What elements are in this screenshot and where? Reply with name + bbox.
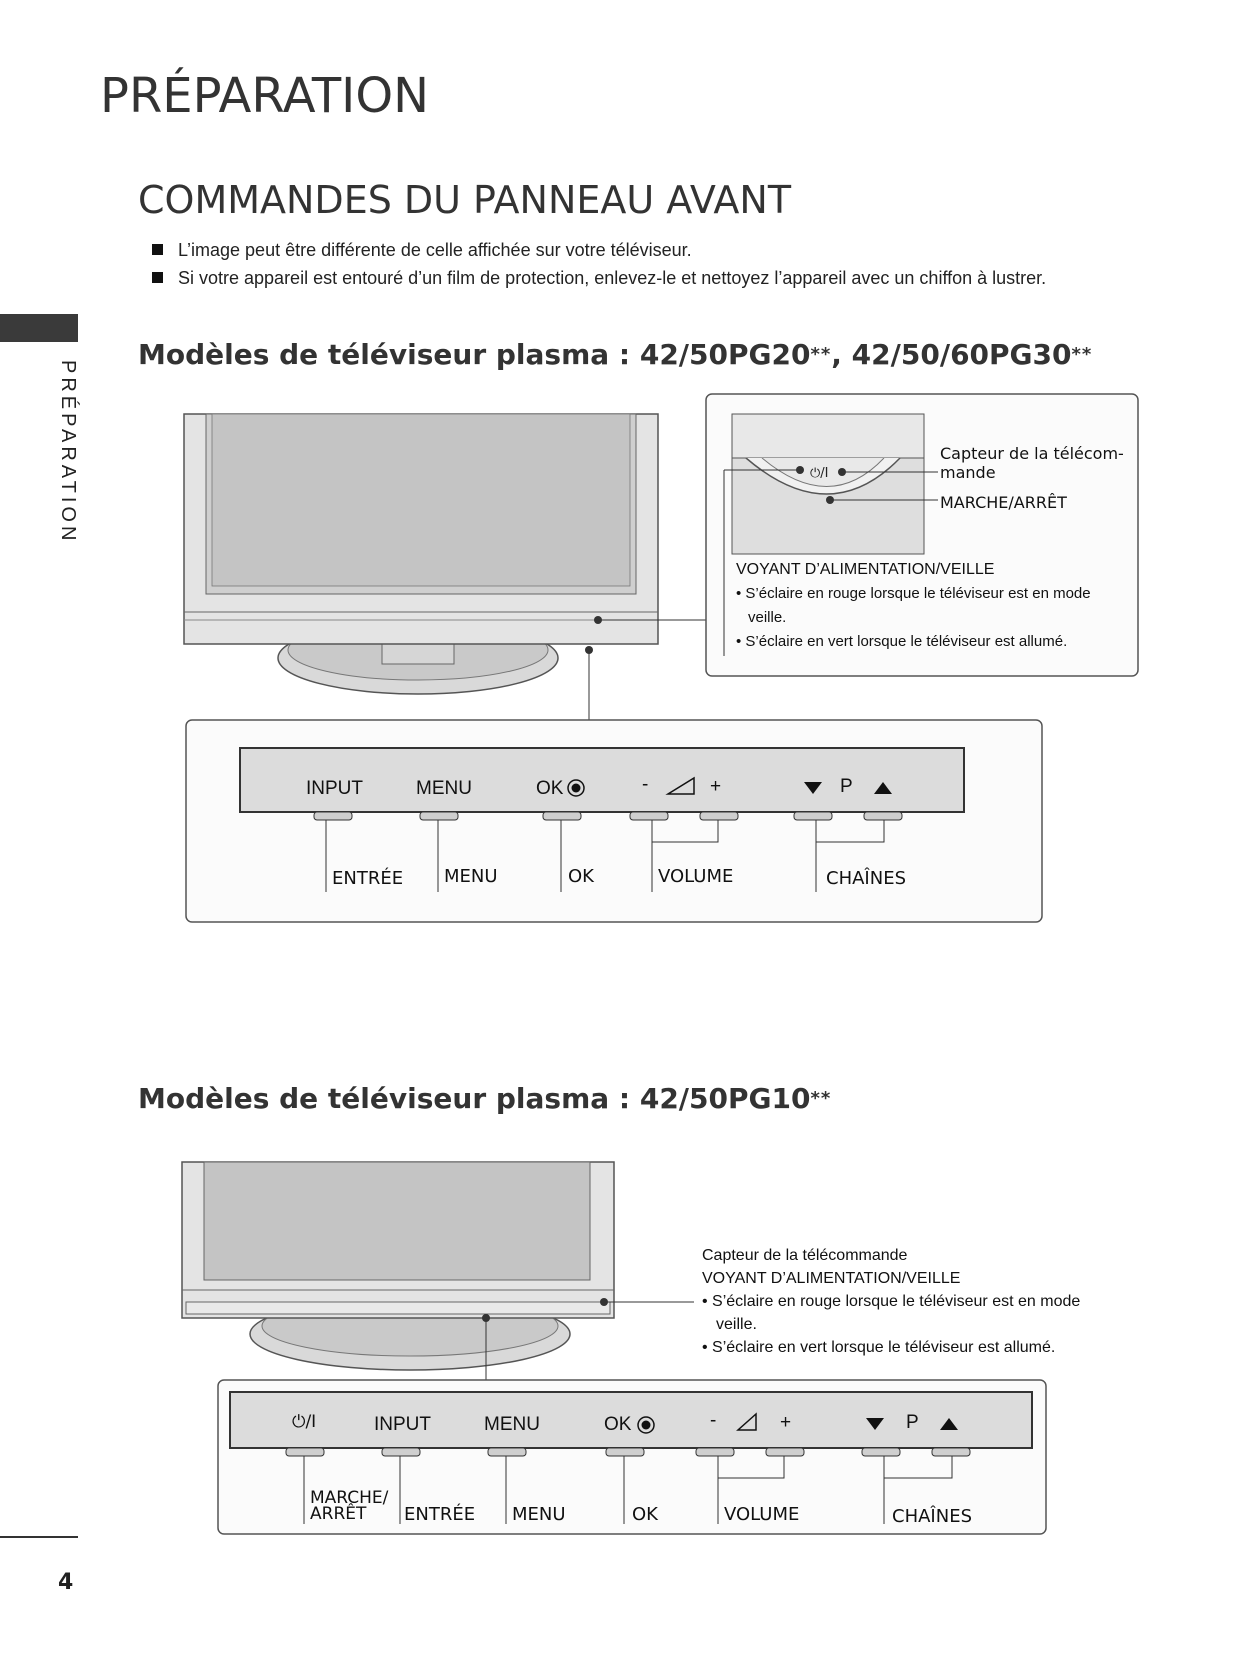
model1-power-label: MARCHE/ARRÊT xyxy=(940,493,1067,512)
indicator-title: VOYANT D’ALIMENTATION/VEILLE xyxy=(702,1270,961,1287)
label-entree: ENTRÉE xyxy=(332,868,404,889)
volume-plus-button: + xyxy=(780,1412,792,1433)
label-arret: ARRÊT xyxy=(310,1504,367,1524)
model2-title-text: Modèles de téléviseur plasma : 42/50PG10 xyxy=(138,1082,811,1115)
program-button: P xyxy=(906,1412,919,1433)
label-marche-arret xyxy=(310,1490,388,1522)
page-title: PRÉPARATION xyxy=(100,68,430,124)
label-ok: OK xyxy=(568,866,594,887)
label-entree: ENTRÉE xyxy=(404,1504,476,1525)
indicator-bullet-cont: veille. xyxy=(748,609,787,626)
label-volume: VOLUME xyxy=(658,866,734,887)
indicator-bullet: • S’éclaire en vert lorsque le téléviseur est allumé. xyxy=(702,1339,1056,1356)
volume-minus-button: - xyxy=(642,774,649,795)
indicator-bullet: • S’éclaire en rouge lorsque le téléviseur est en mode xyxy=(736,585,1091,602)
note-item: L’image peut être différente de celle affichée sur votre téléviseur. xyxy=(148,236,1046,264)
menu-button: MENU xyxy=(416,778,472,799)
label-ok: OK xyxy=(632,1504,658,1525)
sensor-label-line1: Capteur de la télécom- xyxy=(940,444,1124,463)
volume-minus-button: - xyxy=(710,1410,717,1431)
label-volume: VOLUME xyxy=(724,1504,800,1525)
side-section-label: PRÉPARATION xyxy=(57,360,79,545)
page-number: 4 xyxy=(58,1570,74,1595)
label-menu: MENU xyxy=(444,866,498,887)
indicator-bullet-cont: veille. xyxy=(716,1316,757,1333)
model2-tv-illustration xyxy=(182,1162,614,1370)
section-title: COMMANDES DU PANNEAU AVANT xyxy=(138,178,792,222)
power-button: ⏻/I xyxy=(292,1412,317,1432)
power-symbol: ⏻/I xyxy=(810,466,829,481)
model2-stars: ** xyxy=(810,1088,832,1109)
input-button: INPUT xyxy=(306,778,363,799)
model2-callout xyxy=(702,1244,1142,1359)
model1-title-mid: , 42/50/60PG30 xyxy=(831,338,1072,371)
note-item: Si votre appareil est entouré d’un film de protection, enlevez-le et nettoyez l’appareil avec un chiffon à lustrer. xyxy=(148,264,1046,292)
program-button: P xyxy=(840,776,853,797)
input-button: INPUT xyxy=(374,1414,431,1435)
model1-title-text: Modèles de téléviseur plasma : 42/50PG20 xyxy=(138,338,811,371)
model1-stars-b: ** xyxy=(1071,344,1093,365)
sensor-label-line2: mande xyxy=(940,463,996,482)
label-chaines: CHAÎNES xyxy=(892,1506,972,1527)
ok-button: OK xyxy=(536,778,564,799)
label-marche: MARCHE/ xyxy=(310,1488,389,1508)
label-chaines: CHAÎNES xyxy=(826,868,906,889)
sensor-label: Capteur de la télécommande xyxy=(702,1247,908,1264)
model1-stars-a: ** xyxy=(810,344,832,365)
indicator-bullet: • S’éclaire en vert lorsque le téléviseur est allumé. xyxy=(736,633,1068,650)
volume-plus-button: + xyxy=(710,776,722,797)
footer-divider xyxy=(0,1536,78,1538)
label-menu: MENU xyxy=(512,1504,566,1525)
menu-button: MENU xyxy=(484,1414,540,1435)
indicator-bullet: • S’éclaire en rouge lorsque le téléviseur est en mode xyxy=(702,1293,1081,1310)
ok-button: OK xyxy=(604,1414,632,1435)
indicator-title: VOYANT D’ALIMENTATION/VEILLE xyxy=(736,561,995,578)
